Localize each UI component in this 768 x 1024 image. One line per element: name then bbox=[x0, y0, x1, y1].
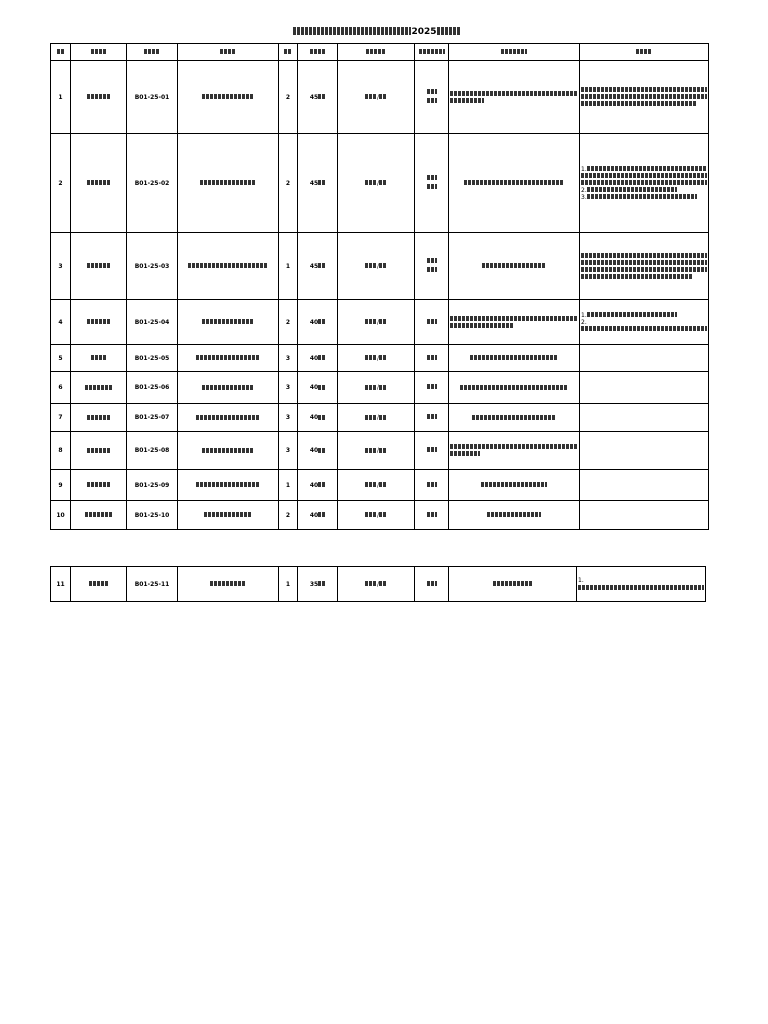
hiring-count-value: 2 bbox=[285, 511, 291, 519]
position-name bbox=[178, 567, 279, 602]
age-limit bbox=[298, 300, 338, 345]
age-limit-value: 40 bbox=[309, 384, 319, 391]
text-glyph bbox=[204, 512, 252, 517]
text-glyph bbox=[379, 180, 387, 185]
degree bbox=[415, 404, 449, 432]
text-glyph bbox=[427, 482, 437, 487]
age-limit bbox=[298, 501, 338, 530]
table-body bbox=[51, 44, 709, 530]
position-name bbox=[178, 372, 279, 404]
row-number bbox=[51, 300, 71, 345]
other-requirements bbox=[580, 372, 709, 404]
position-name bbox=[178, 300, 279, 345]
row-number-value: 10 bbox=[56, 511, 65, 519]
education: / bbox=[338, 432, 415, 470]
text-glyph bbox=[481, 482, 547, 487]
row-number-value: 4 bbox=[58, 318, 63, 326]
hiring-count-value: 1 bbox=[285, 481, 291, 489]
degree bbox=[415, 470, 449, 501]
table-row bbox=[51, 345, 709, 372]
other-requirements bbox=[580, 61, 709, 134]
position-code-value: B01-25-07 bbox=[134, 414, 170, 421]
row-number-value: 5 bbox=[58, 354, 63, 362]
text-glyph bbox=[581, 180, 707, 185]
row-number-value: 7 bbox=[58, 414, 63, 421]
requirement-marker: 1. bbox=[581, 311, 587, 319]
major bbox=[449, 300, 580, 345]
education: / bbox=[338, 567, 415, 602]
row-number bbox=[51, 233, 71, 300]
recruiting-unit bbox=[71, 404, 127, 432]
text-glyph bbox=[202, 319, 254, 324]
supplementary-table bbox=[50, 566, 706, 602]
text-glyph bbox=[318, 415, 325, 420]
table-row bbox=[51, 404, 709, 432]
row-number bbox=[51, 501, 71, 530]
text-glyph bbox=[365, 448, 377, 453]
hiring-count bbox=[279, 61, 298, 134]
text-glyph bbox=[587, 187, 677, 192]
header-cell bbox=[338, 44, 415, 61]
age-limit-value: 45 bbox=[309, 262, 319, 270]
position-name bbox=[178, 470, 279, 501]
text-glyph bbox=[581, 87, 707, 92]
other-requirements bbox=[580, 470, 709, 501]
hiring-count-value: 2 bbox=[285, 179, 291, 187]
hiring-count bbox=[279, 134, 298, 233]
row-number bbox=[51, 345, 71, 372]
text-glyph bbox=[318, 512, 325, 517]
other-requirements bbox=[580, 501, 709, 530]
position-code bbox=[127, 372, 178, 404]
hiring-count-value: 1 bbox=[285, 262, 291, 270]
position-name bbox=[178, 233, 279, 300]
degree bbox=[415, 61, 449, 134]
document-title bbox=[50, 26, 704, 38]
major bbox=[449, 134, 580, 233]
other-requirements bbox=[580, 345, 709, 372]
text-glyph bbox=[472, 415, 556, 420]
text-glyph bbox=[85, 512, 113, 517]
recruiting-unit bbox=[71, 345, 127, 372]
header-cell bbox=[298, 44, 338, 61]
text-glyph bbox=[427, 258, 437, 263]
text-glyph bbox=[470, 355, 558, 360]
text-glyph bbox=[427, 355, 437, 360]
education: / bbox=[338, 372, 415, 404]
text-glyph bbox=[365, 415, 377, 420]
education: / bbox=[338, 300, 415, 345]
position-code-value: B01-25-08 bbox=[134, 447, 170, 454]
text-glyph bbox=[379, 415, 387, 420]
text-glyph bbox=[318, 355, 325, 360]
text-glyph bbox=[581, 94, 707, 99]
position-code-value: B01-25-05 bbox=[134, 354, 170, 362]
position-code bbox=[127, 300, 178, 345]
text-glyph bbox=[365, 94, 377, 99]
row-number bbox=[51, 432, 71, 470]
recruiting-unit bbox=[71, 233, 127, 300]
text-glyph bbox=[464, 180, 564, 185]
text-glyph bbox=[581, 326, 707, 331]
age-limit bbox=[298, 372, 338, 404]
text-glyph bbox=[427, 89, 437, 94]
text-glyph bbox=[581, 274, 693, 279]
hiring-count bbox=[279, 404, 298, 432]
hiring-count bbox=[279, 300, 298, 345]
text-glyph bbox=[427, 447, 437, 452]
position-code bbox=[127, 470, 178, 501]
age-limit bbox=[298, 470, 338, 501]
text-glyph bbox=[365, 581, 377, 586]
row-number-value: 11 bbox=[56, 580, 65, 588]
education: / bbox=[338, 233, 415, 300]
table-row bbox=[51, 501, 709, 530]
text-glyph bbox=[487, 512, 541, 517]
text-glyph bbox=[581, 101, 697, 106]
position-name bbox=[178, 404, 279, 432]
hiring-count bbox=[279, 470, 298, 501]
other-requirements bbox=[577, 567, 706, 602]
header-cell bbox=[449, 44, 580, 61]
age-limit bbox=[298, 134, 338, 233]
text-glyph bbox=[188, 263, 268, 268]
degree bbox=[415, 372, 449, 404]
text-glyph bbox=[427, 184, 437, 189]
row-number-value: 1 bbox=[58, 93, 63, 101]
row-number bbox=[51, 372, 71, 404]
text-glyph bbox=[87, 319, 111, 324]
major bbox=[449, 345, 580, 372]
other-requirements bbox=[580, 233, 709, 300]
text-glyph bbox=[87, 448, 111, 453]
text-glyph bbox=[379, 263, 387, 268]
position-code-value: B01-25-03 bbox=[134, 262, 170, 270]
recruiting-unit bbox=[71, 134, 127, 233]
age-limit bbox=[298, 432, 338, 470]
text-glyph bbox=[581, 253, 707, 258]
position-code-value: B01-25-02 bbox=[134, 179, 170, 187]
recruiting-unit bbox=[71, 501, 127, 530]
position-name bbox=[178, 61, 279, 134]
text-glyph bbox=[365, 263, 377, 268]
age-limit-value: 45 bbox=[309, 93, 319, 101]
position-code bbox=[127, 345, 178, 372]
text-glyph bbox=[202, 94, 254, 99]
text-glyph bbox=[87, 482, 111, 487]
text-glyph bbox=[427, 384, 437, 389]
text-glyph bbox=[365, 355, 377, 360]
text-glyph bbox=[379, 448, 387, 453]
major bbox=[449, 432, 580, 470]
text-glyph bbox=[450, 444, 578, 449]
hiring-count-value: 3 bbox=[285, 384, 291, 391]
row-number bbox=[51, 470, 71, 501]
position-code-value: B01-25-06 bbox=[134, 384, 170, 391]
text-glyph bbox=[379, 581, 387, 586]
age-limit bbox=[298, 404, 338, 432]
header-cell bbox=[71, 44, 127, 61]
position-code bbox=[127, 61, 178, 134]
hiring-count bbox=[279, 567, 298, 602]
text-glyph bbox=[581, 267, 707, 272]
recruiting-unit bbox=[71, 61, 127, 134]
position-code bbox=[127, 134, 178, 233]
position-code bbox=[127, 432, 178, 470]
header-cell bbox=[51, 44, 71, 61]
text-glyph bbox=[379, 482, 387, 487]
hiring-count-value: 3 bbox=[285, 414, 291, 421]
text-glyph bbox=[200, 180, 256, 185]
degree bbox=[415, 432, 449, 470]
position-code bbox=[127, 404, 178, 432]
degree bbox=[415, 345, 449, 372]
text-glyph bbox=[587, 166, 707, 171]
text-glyph bbox=[379, 319, 387, 324]
requirement-marker: 3. bbox=[581, 193, 587, 201]
other-requirements bbox=[580, 300, 709, 345]
row-number-value: 8 bbox=[58, 447, 63, 454]
text-glyph bbox=[87, 180, 111, 185]
table-row bbox=[51, 300, 709, 345]
table-row bbox=[51, 233, 709, 300]
table-row bbox=[51, 134, 709, 233]
hiring-count bbox=[279, 372, 298, 404]
position-code bbox=[127, 567, 178, 602]
major bbox=[449, 404, 580, 432]
age-limit-value: 40 bbox=[309, 511, 319, 519]
age-limit bbox=[298, 61, 338, 134]
requirement-marker: 2. bbox=[581, 186, 587, 194]
major bbox=[449, 61, 580, 134]
text-glyph bbox=[202, 385, 254, 390]
extra-table-body bbox=[51, 567, 706, 602]
position-code bbox=[127, 501, 178, 530]
requirement-marker: 1. bbox=[581, 165, 587, 173]
hiring-count-value: 3 bbox=[285, 447, 291, 454]
age-limit-value: 45 bbox=[309, 179, 319, 187]
text-glyph bbox=[318, 94, 325, 99]
hiring-count-value: 2 bbox=[285, 93, 291, 101]
degree bbox=[415, 567, 449, 602]
header-cell bbox=[178, 44, 279, 61]
text-glyph bbox=[318, 180, 325, 185]
header-cell bbox=[279, 44, 298, 61]
text-glyph bbox=[427, 175, 437, 180]
education: / bbox=[338, 345, 415, 372]
position-code-value: B01-25-01 bbox=[134, 93, 170, 101]
text-glyph bbox=[427, 414, 437, 419]
text-glyph bbox=[427, 319, 437, 324]
position-name bbox=[178, 432, 279, 470]
age-limit-value: 40 bbox=[309, 318, 319, 326]
header-cell bbox=[127, 44, 178, 61]
position-code-value: B01-25-11 bbox=[134, 580, 170, 588]
text-glyph bbox=[89, 581, 109, 586]
age-limit-value: 35 bbox=[309, 580, 319, 588]
text-glyph bbox=[379, 355, 387, 360]
age-limit-value: 40 bbox=[309, 354, 319, 362]
text-glyph bbox=[210, 581, 246, 586]
text-glyph bbox=[365, 180, 377, 185]
text-glyph bbox=[427, 512, 437, 517]
row-number bbox=[51, 567, 71, 602]
text-glyph bbox=[482, 263, 546, 268]
age-limit-value: 40 bbox=[309, 414, 319, 421]
recruiting-unit bbox=[71, 372, 127, 404]
major bbox=[449, 501, 580, 530]
row-number bbox=[51, 134, 71, 233]
degree bbox=[415, 134, 449, 233]
position-code-value: B01-25-10 bbox=[134, 511, 170, 519]
education: / bbox=[338, 470, 415, 501]
text-glyph bbox=[318, 482, 325, 487]
education: / bbox=[338, 404, 415, 432]
hiring-count bbox=[279, 432, 298, 470]
text-glyph bbox=[379, 94, 387, 99]
text-glyph bbox=[427, 267, 437, 272]
text-glyph bbox=[379, 512, 387, 517]
recruiting-unit bbox=[71, 567, 127, 602]
text-glyph bbox=[365, 319, 377, 324]
title-text-glyphs bbox=[293, 27, 411, 35]
hiring-count-value: 3 bbox=[285, 354, 291, 362]
text-glyph bbox=[427, 98, 437, 103]
text-glyph bbox=[318, 448, 325, 453]
table-row bbox=[51, 470, 709, 501]
requirement-marker: 1. bbox=[578, 577, 584, 584]
text-glyph bbox=[318, 581, 325, 586]
education: / bbox=[338, 134, 415, 233]
text-glyph bbox=[450, 91, 578, 96]
position-code-value: B01-25-09 bbox=[134, 481, 170, 489]
major bbox=[449, 233, 580, 300]
major bbox=[449, 372, 580, 404]
text-glyph bbox=[578, 585, 704, 590]
recruiting-unit bbox=[71, 470, 127, 501]
row-number-value: 9 bbox=[58, 481, 63, 489]
text-glyph bbox=[587, 194, 697, 199]
other-requirements bbox=[580, 432, 709, 470]
row-number-value: 2 bbox=[58, 179, 63, 187]
text-glyph bbox=[91, 355, 107, 360]
hiring-count bbox=[279, 501, 298, 530]
text-glyph bbox=[196, 355, 260, 360]
text-glyph bbox=[87, 415, 111, 420]
other-requirements bbox=[580, 404, 709, 432]
position-name bbox=[178, 501, 279, 530]
header-cell bbox=[580, 44, 709, 61]
text-glyph bbox=[581, 173, 707, 178]
table-row bbox=[51, 372, 709, 404]
text-glyph bbox=[87, 263, 111, 268]
text-glyph bbox=[450, 98, 484, 103]
header-cell bbox=[415, 44, 449, 61]
text-glyph bbox=[379, 385, 387, 390]
position-name bbox=[178, 134, 279, 233]
degree bbox=[415, 501, 449, 530]
hiring-count-value: 1 bbox=[285, 580, 291, 588]
text-glyph bbox=[318, 319, 325, 324]
text-glyph bbox=[450, 316, 578, 321]
positions-table bbox=[50, 43, 709, 530]
row-number-value: 6 bbox=[58, 384, 63, 391]
text-glyph bbox=[196, 415, 260, 420]
row-number bbox=[51, 404, 71, 432]
text-glyph bbox=[196, 482, 260, 487]
age-limit-value: 40 bbox=[309, 447, 319, 454]
row-number-value: 3 bbox=[58, 262, 63, 270]
education: / bbox=[338, 501, 415, 530]
text-glyph bbox=[87, 94, 111, 99]
major bbox=[449, 470, 580, 501]
header-row bbox=[51, 44, 709, 61]
text-glyph bbox=[587, 312, 677, 317]
table-row bbox=[51, 567, 706, 602]
age-limit bbox=[298, 567, 338, 602]
age-limit-value: 40 bbox=[309, 481, 319, 489]
text-glyph bbox=[450, 323, 514, 328]
age-limit bbox=[298, 345, 338, 372]
hiring-count-value: 2 bbox=[285, 318, 291, 326]
title-year: 2025 bbox=[411, 27, 437, 37]
position-code-value: B01-25-04 bbox=[134, 318, 170, 326]
text-glyph bbox=[202, 448, 254, 453]
text-glyph bbox=[450, 451, 480, 456]
text-glyph bbox=[581, 260, 707, 265]
education: / bbox=[338, 61, 415, 134]
title-suffix-glyphs bbox=[437, 27, 461, 35]
hiring-count bbox=[279, 233, 298, 300]
position-name bbox=[178, 345, 279, 372]
text-glyph bbox=[460, 385, 568, 390]
requirement-marker: 2. bbox=[581, 318, 587, 326]
row-number bbox=[51, 61, 71, 134]
age-limit bbox=[298, 233, 338, 300]
degree bbox=[415, 300, 449, 345]
recruiting-unit bbox=[71, 300, 127, 345]
text-glyph bbox=[85, 385, 113, 390]
table-row bbox=[51, 432, 709, 470]
text-glyph bbox=[427, 581, 437, 586]
other-requirements bbox=[580, 134, 709, 233]
position-code bbox=[127, 233, 178, 300]
text-glyph bbox=[493, 581, 533, 586]
text-glyph bbox=[365, 512, 377, 517]
degree bbox=[415, 233, 449, 300]
text-glyph bbox=[365, 482, 377, 487]
text-glyph bbox=[365, 385, 377, 390]
hiring-count bbox=[279, 345, 298, 372]
text-glyph bbox=[318, 385, 325, 390]
text-glyph bbox=[318, 263, 325, 268]
table-row bbox=[51, 61, 709, 134]
recruiting-unit bbox=[71, 432, 127, 470]
major bbox=[449, 567, 577, 602]
